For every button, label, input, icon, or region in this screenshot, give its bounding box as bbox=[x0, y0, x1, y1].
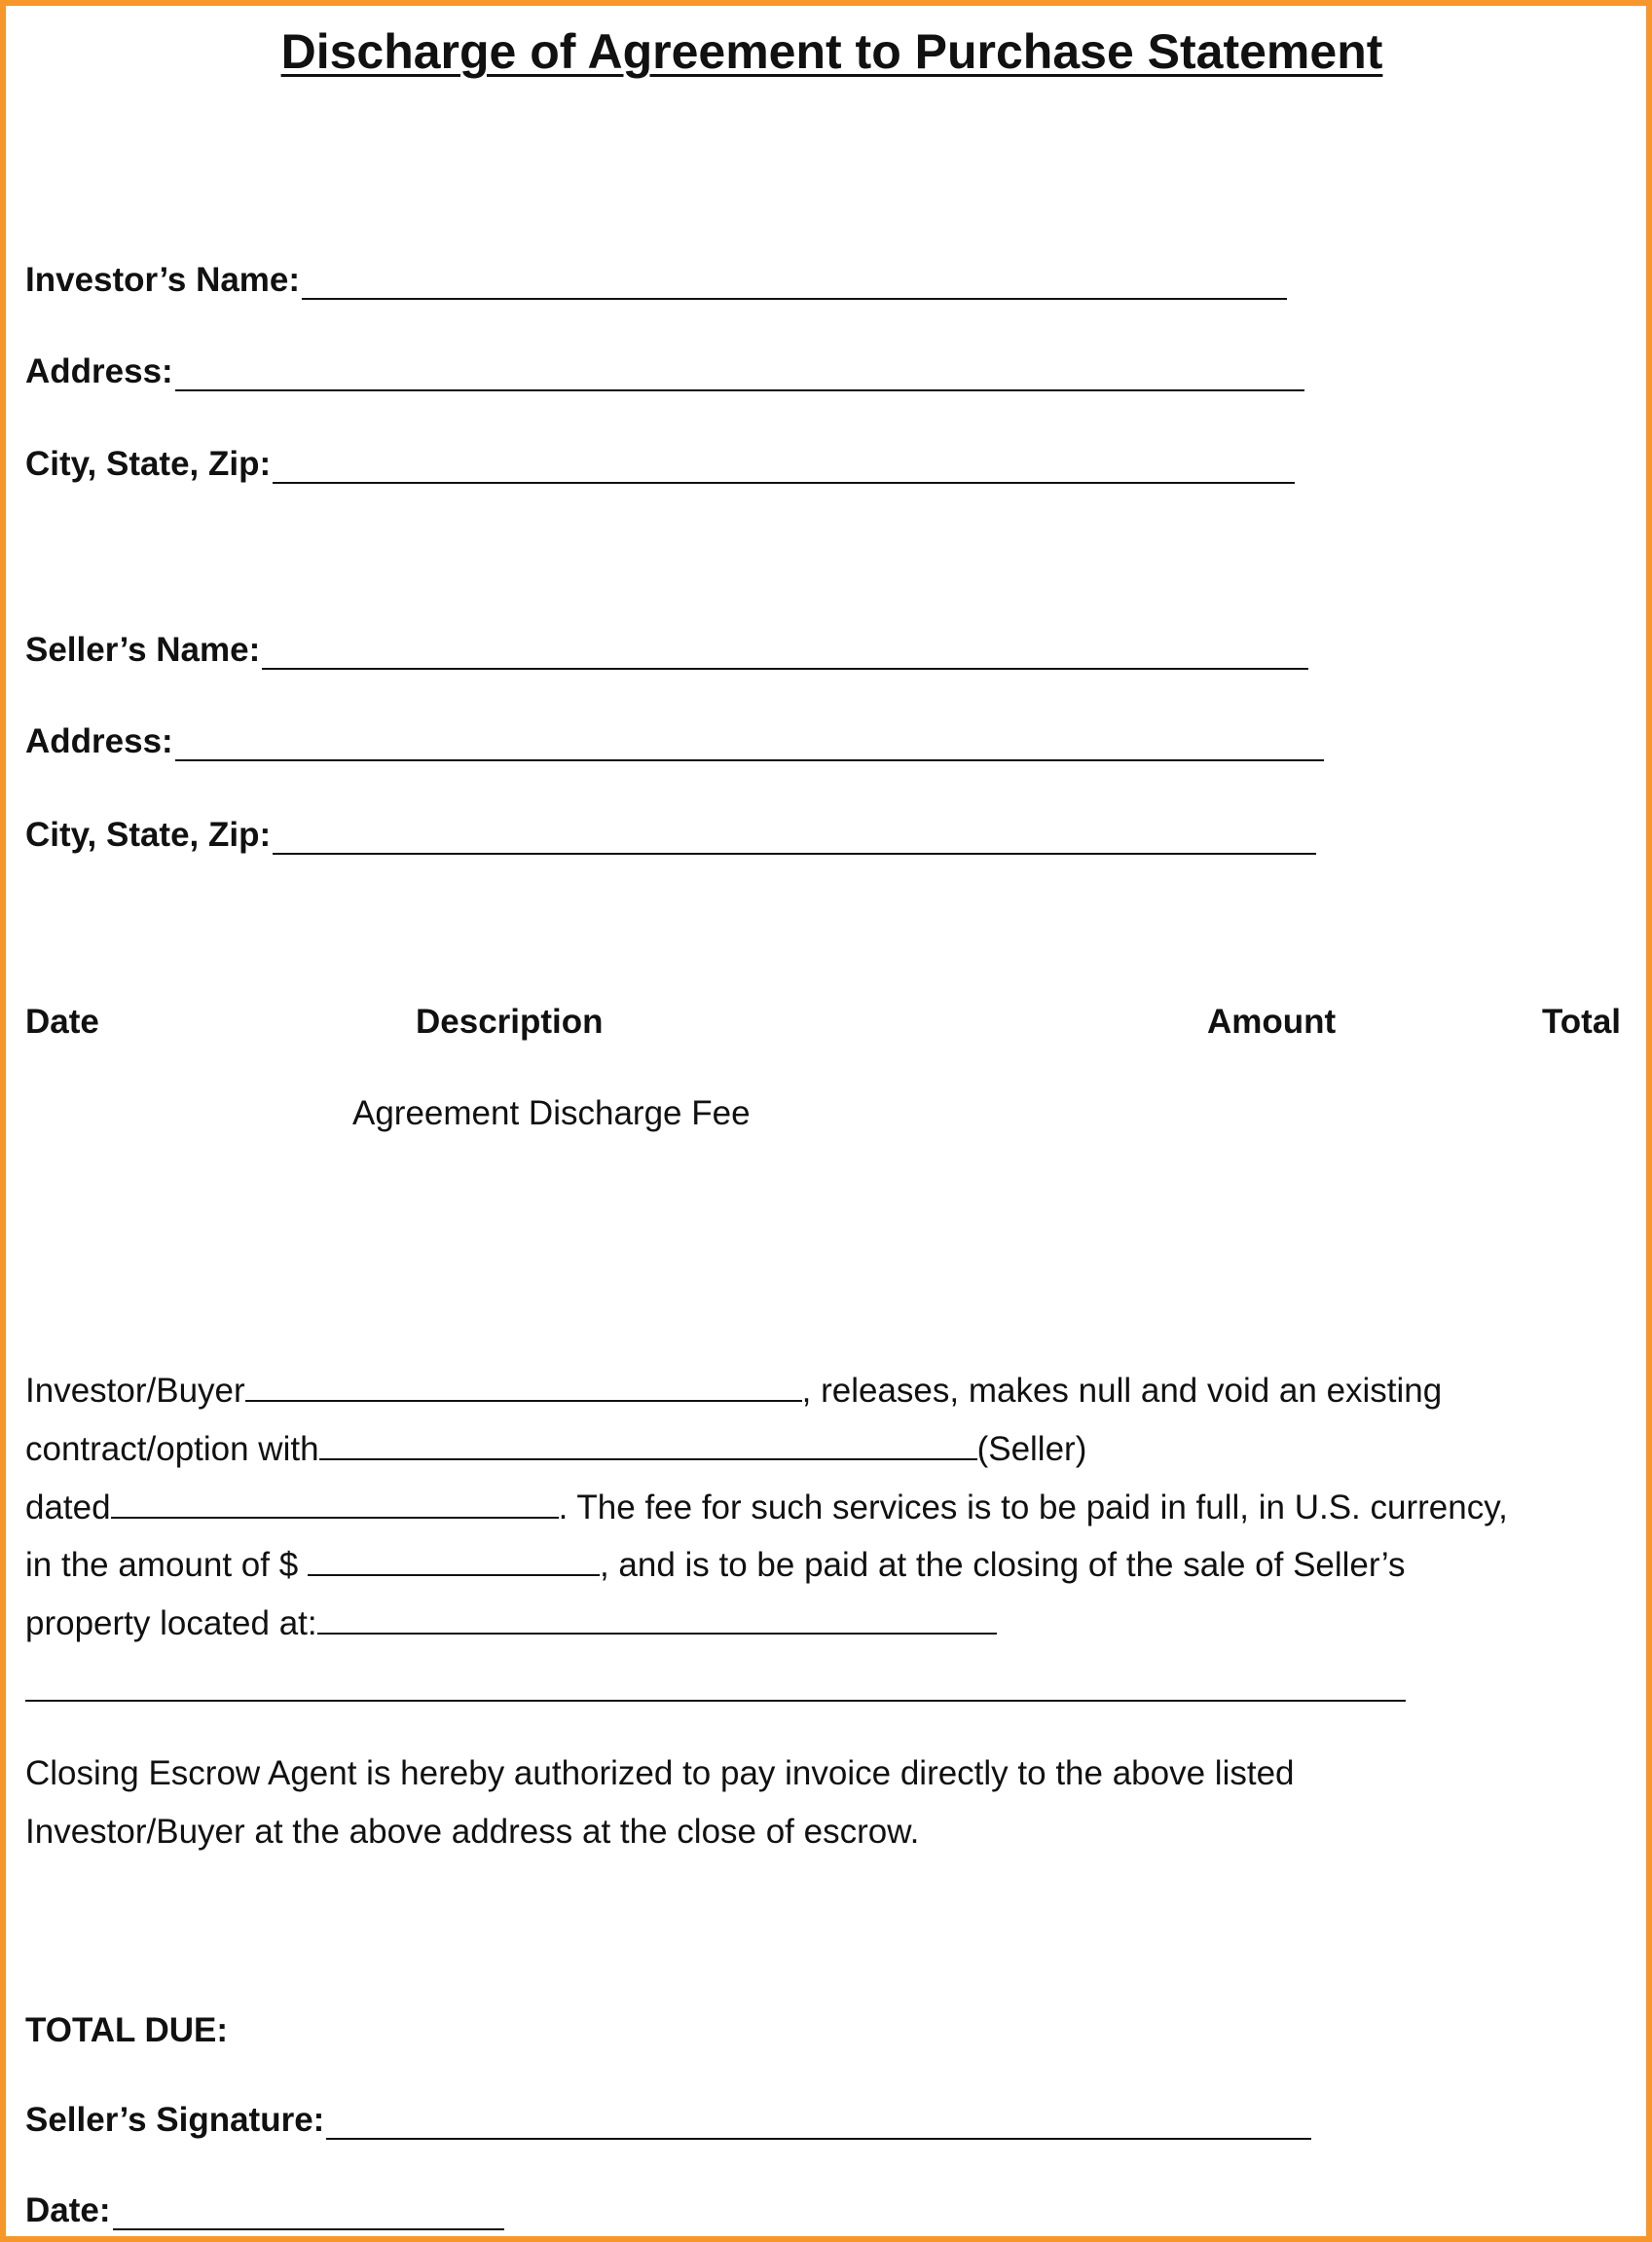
document-title: Discharge of Agreement to Purchase Statement bbox=[280, 24, 1383, 79]
row-description: Agreement Discharge Fee bbox=[352, 1094, 751, 1132]
seller-name-field[interactable] bbox=[25, 631, 1308, 670]
seller-signature-label: Seller’s Signature: bbox=[25, 2101, 325, 2139]
seller-city-label: City, State, Zip: bbox=[25, 816, 272, 854]
seller-address-field[interactable] bbox=[25, 722, 1324, 761]
release-line-5 bbox=[25, 1603, 997, 1643]
seller-address-label: Address: bbox=[25, 722, 173, 760]
investor-name-line[interactable] bbox=[302, 265, 1287, 300]
property-continuation-line[interactable] bbox=[25, 1669, 1406, 1702]
release-line-3 bbox=[25, 1488, 1508, 1527]
col-header-total: Total bbox=[1542, 1003, 1622, 1041]
release-line-4 bbox=[25, 1545, 1406, 1585]
investor-city-line[interactable] bbox=[273, 449, 1295, 484]
closing-text: , and is to be paid at the closing of the sale of Seller’s bbox=[599, 1546, 1406, 1584]
fee-text: . The fee for such services is to be paid in full, in U.S. currency, bbox=[558, 1489, 1508, 1526]
property-blank[interactable] bbox=[317, 1603, 997, 1635]
investor-name-field[interactable] bbox=[25, 261, 1287, 300]
investor-city-label: City, State, Zip: bbox=[25, 445, 272, 483]
release-line-1 bbox=[25, 1371, 1442, 1411]
property-label: property located at: bbox=[25, 1604, 317, 1642]
total-due bbox=[25, 2011, 228, 2050]
seller-city-line[interactable] bbox=[273, 820, 1316, 855]
contract-text: contract/option with bbox=[25, 1430, 319, 1468]
escrow-line-1: Closing Escrow Agent is hereby authorized to pay invoice directly to the above listed bbox=[25, 1754, 1295, 1792]
amount-blank[interactable] bbox=[308, 1545, 600, 1576]
total-due-label: TOTAL DUE: bbox=[25, 2011, 229, 2049]
investor-address-field[interactable] bbox=[25, 352, 1304, 391]
dated-blank[interactable] bbox=[111, 1488, 559, 1519]
seller-city-field[interactable] bbox=[25, 816, 1316, 855]
signature-date-field[interactable] bbox=[25, 2191, 504, 2230]
signature-date-line[interactable] bbox=[113, 2195, 504, 2230]
investor-buyer-label: Investor/Buyer bbox=[25, 1372, 245, 1410]
investor-address-line[interactable] bbox=[175, 356, 1304, 391]
seller-name-label: Seller’s Name: bbox=[25, 631, 261, 669]
seller-signature-line[interactable] bbox=[326, 2105, 1311, 2140]
release-line-2 bbox=[25, 1429, 1086, 1469]
dated-label: dated bbox=[25, 1489, 111, 1526]
investor-city-field[interactable] bbox=[25, 445, 1295, 484]
seller-signature-field[interactable] bbox=[25, 2101, 1311, 2140]
releases-text: , releases, makes null and void an existing bbox=[801, 1372, 1443, 1410]
seller-contract-blank[interactable] bbox=[319, 1429, 977, 1460]
investor-name-label: Investor’s Name: bbox=[25, 261, 301, 299]
investor-buyer-blank[interactable] bbox=[245, 1371, 802, 1402]
col-header-amount: Amount bbox=[1207, 1003, 1337, 1041]
col-header-date: Date bbox=[25, 1003, 99, 1041]
seller-name-line[interactable] bbox=[262, 635, 1308, 670]
seller-address-line[interactable] bbox=[175, 726, 1324, 761]
seller-tag: (Seller) bbox=[976, 1430, 1087, 1468]
signature-date-label: Date: bbox=[25, 2191, 111, 2229]
investor-address-label: Address: bbox=[25, 352, 173, 390]
escrow-line-2: Investor/Buyer at the above address at the close of escrow. bbox=[25, 1813, 920, 1851]
col-header-description: Description bbox=[416, 1003, 604, 1041]
amount-label: in the amount of $ bbox=[25, 1546, 299, 1584]
